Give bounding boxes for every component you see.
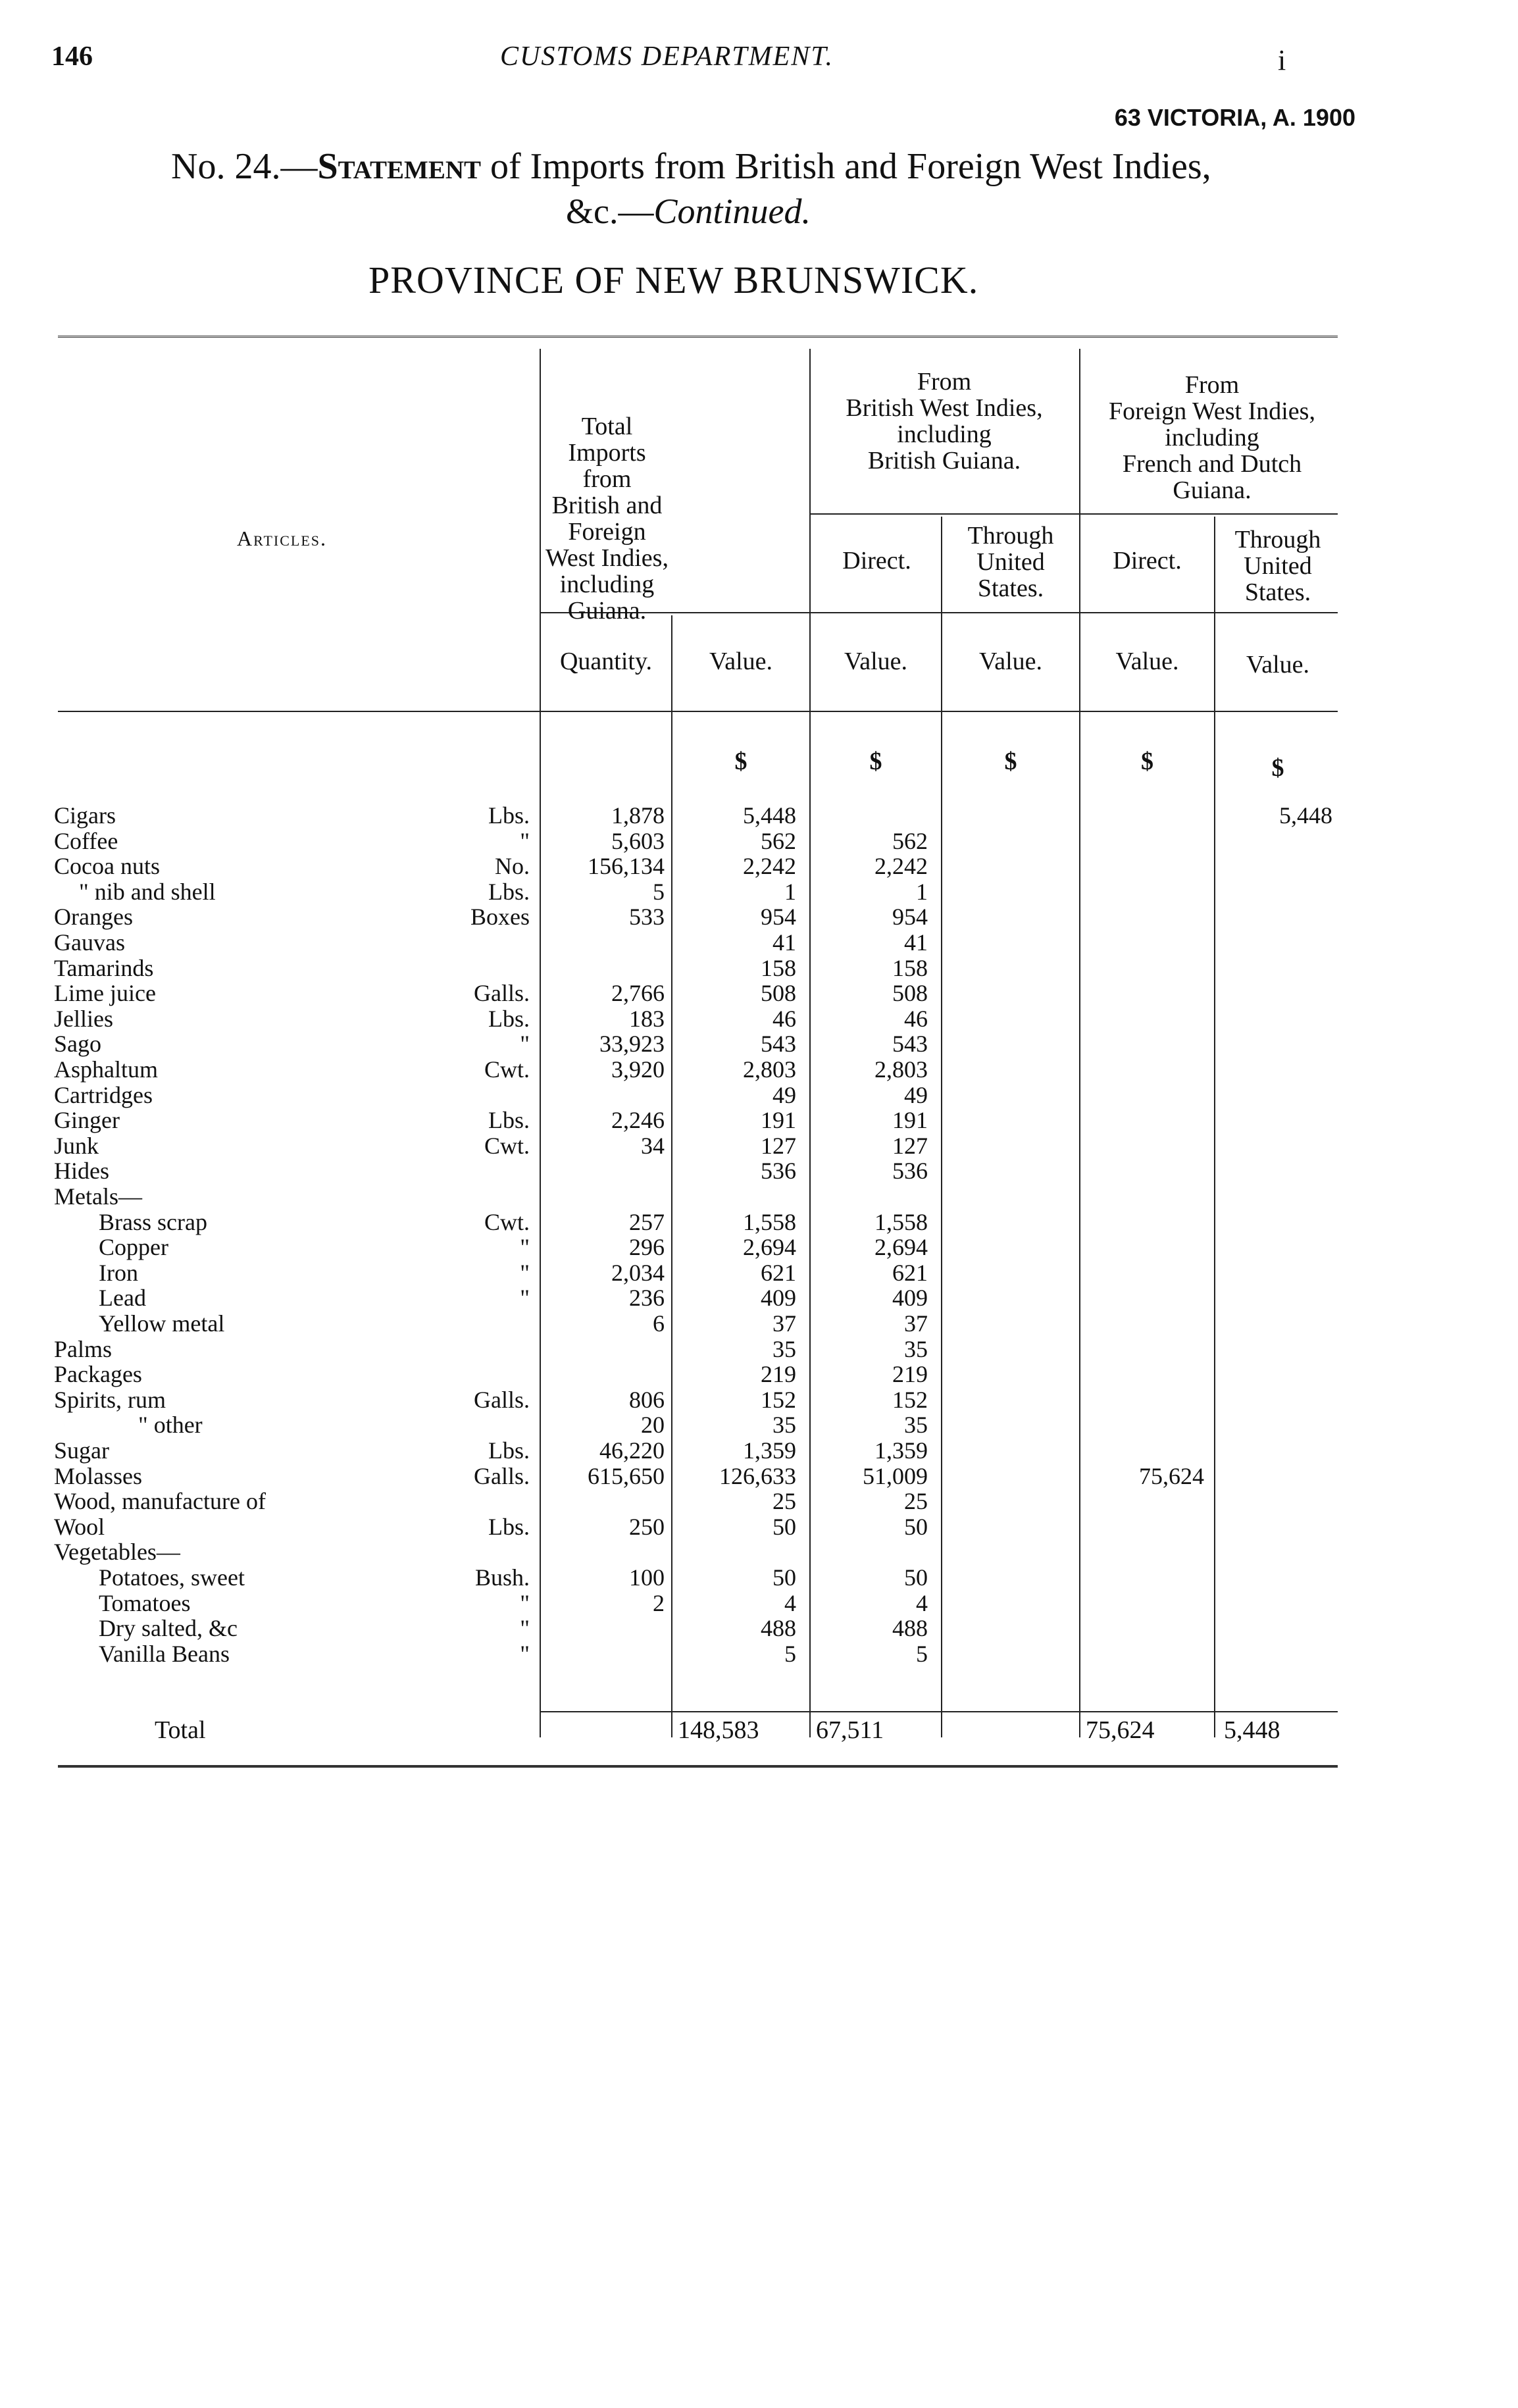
total-bwi-direct: 67,511 — [816, 1716, 884, 1744]
article-unit: Lbs. — [488, 1107, 530, 1133]
heading-line: States. — [1244, 578, 1311, 606]
currency-sign: $ — [1271, 754, 1284, 782]
article-name: Molasses — [54, 1463, 142, 1489]
bwi-direct-cell: 191 — [892, 1107, 928, 1133]
heading-line: British West Indies, — [846, 394, 1043, 422]
article-unit: Cwt. — [484, 1056, 530, 1083]
bwi-direct-cell: 1,558 — [874, 1209, 928, 1235]
table-row — [0, 1210, 1518, 1235]
quantity-cell: 183 — [629, 1006, 665, 1032]
article-unit: " — [520, 1285, 530, 1311]
table-row — [0, 1031, 1518, 1056]
quantity-cell: 156,134 — [588, 853, 665, 879]
foreign-west-indies-heading — [1080, 372, 1344, 503]
article-unit: No. — [495, 853, 530, 879]
bwi-direct-cell: 50 — [904, 1514, 928, 1540]
heading-line: including Guiana. — [559, 571, 655, 625]
article-unit: " — [520, 1615, 530, 1641]
value-cell: 2,694 — [743, 1234, 796, 1260]
article-unit: " — [520, 1234, 530, 1260]
province-heading: PROVINCE OF NEW BRUNSWICK. — [368, 259, 979, 301]
value-cell: 2,803 — [743, 1056, 796, 1083]
table-row — [0, 1362, 1518, 1387]
table-row — [0, 1260, 1518, 1285]
running-title: CUSTOMS DEPARTMENT. — [500, 41, 834, 72]
statement-title — [171, 146, 1369, 187]
total-rule — [540, 1711, 1338, 1712]
value-cell: 46 — [772, 1006, 796, 1032]
bwi-direct-cell: 4 — [916, 1590, 928, 1616]
currency-sign: $ — [1004, 748, 1017, 775]
statement-sub-prefix: &c.— — [566, 192, 654, 231]
quantity-cell: 100 — [629, 1564, 665, 1591]
fwi-direct-heading: Direct. — [1113, 547, 1182, 575]
value-cell: 508 — [761, 980, 796, 1006]
statement-continued: Continued. — [653, 192, 811, 231]
table-row — [0, 1489, 1518, 1514]
table-row — [0, 981, 1518, 1006]
value-heading: Value. — [978, 648, 1043, 675]
total-imports-heading — [543, 413, 671, 624]
bwi-direct-cell: 49 — [904, 1082, 928, 1108]
heading-line: Through — [967, 522, 1054, 550]
bwi-direct-cell: 158 — [892, 955, 928, 981]
bwi-direct-cell: 488 — [892, 1615, 928, 1641]
value-cell: 41 — [772, 929, 796, 956]
table-row — [0, 1158, 1518, 1183]
value-cell: 50 — [772, 1514, 796, 1540]
article-unit: Bush. — [474, 1564, 530, 1591]
article-name: Vegetables— — [54, 1539, 180, 1565]
table-row — [0, 1235, 1518, 1260]
quantity-cell: 2,034 — [611, 1260, 665, 1286]
article-unit: " — [520, 1260, 530, 1286]
article-name: Junk — [54, 1133, 99, 1159]
statement-number: No. 24.— — [171, 146, 318, 187]
value-cell: 50 — [772, 1564, 796, 1591]
value-heading: Value. — [1246, 651, 1310, 679]
british-west-indies-heading — [811, 369, 1078, 474]
value-cell: 35 — [772, 1412, 796, 1438]
article-unit: " — [520, 1590, 530, 1616]
table-row — [0, 1133, 1518, 1158]
bwi-direct-cell: 127 — [892, 1133, 928, 1159]
bwi-direct-cell: 2,694 — [874, 1234, 928, 1260]
value-cell: 543 — [761, 1031, 796, 1057]
quantity-cell: 806 — [629, 1387, 665, 1413]
article-name: Cocoa nuts — [54, 853, 160, 879]
value-cell: 409 — [761, 1285, 796, 1311]
quantity-cell: 33,923 — [599, 1031, 665, 1057]
heading-line: including — [1165, 424, 1259, 451]
bwi-direct-cell: 621 — [892, 1260, 928, 1286]
articles-heading: Articles. — [237, 526, 328, 550]
heading-line: From — [917, 368, 972, 396]
statement-title-rest: of Imports from British and Foreign West Indies, — [481, 146, 1211, 187]
bwi-direct-cell: 50 — [904, 1564, 928, 1591]
article-unit: Lbs. — [488, 1437, 530, 1464]
value-cell: 49 — [772, 1082, 796, 1108]
quantity-cell: 2,766 — [611, 980, 665, 1006]
quantity-cell: 3,920 — [611, 1056, 665, 1083]
table-row — [0, 1464, 1518, 1489]
value-cell: 191 — [761, 1107, 796, 1133]
article-name: Spirits, rum — [54, 1387, 166, 1413]
bwi-direct-cell: 409 — [892, 1285, 928, 1311]
statement-subtitle — [566, 191, 811, 232]
quantity-cell: 257 — [629, 1209, 665, 1235]
header-bottom-rule — [58, 711, 1338, 712]
value-cell: 152 — [761, 1387, 796, 1413]
header-rule — [1079, 513, 1338, 515]
bwi-direct-cell: 2,242 — [874, 853, 928, 879]
currency-sign: $ — [869, 748, 882, 775]
bwi-direct-cell: 1 — [916, 879, 928, 905]
table-row — [0, 1514, 1518, 1539]
quantity-cell: 236 — [629, 1285, 665, 1311]
article-name: Oranges — [54, 904, 133, 930]
bwi-direct-cell: 219 — [892, 1361, 928, 1387]
article-unit: Lbs. — [488, 1514, 530, 1540]
table-row — [0, 829, 1518, 854]
table-row — [0, 1591, 1518, 1616]
bwi-direct-heading: Direct. — [842, 547, 911, 575]
article-name: Tamarinds — [54, 955, 154, 981]
article-unit: Lbs. — [488, 1006, 530, 1032]
bwi-direct-cell: 152 — [892, 1387, 928, 1413]
bwi-direct-cell: 562 — [892, 828, 928, 854]
table-row — [0, 1337, 1518, 1362]
table-row — [0, 1539, 1518, 1564]
table-row — [0, 1057, 1518, 1082]
value-cell: 158 — [761, 955, 796, 981]
value-cell: 954 — [761, 904, 796, 930]
table-top-rule — [58, 336, 1338, 338]
quantity-cell: 5 — [653, 879, 665, 905]
article-name: Potatoes, sweet — [99, 1564, 245, 1591]
article-name: Coffee — [54, 828, 118, 854]
table-row — [0, 1616, 1518, 1641]
value-heading: Value. — [709, 648, 773, 675]
value-cell: 5 — [784, 1641, 796, 1667]
table-row — [0, 1412, 1518, 1437]
quantity-cell: 20 — [641, 1412, 665, 1438]
total-fwi-direct: 75,624 — [1086, 1716, 1155, 1744]
article-unit: Galls. — [474, 980, 530, 1006]
value-cell: 127 — [761, 1133, 796, 1159]
quantity-cell: 2,246 — [611, 1107, 665, 1133]
table-row — [0, 1387, 1518, 1412]
value-cell: 37 — [772, 1310, 796, 1337]
total-value: 148,583 — [678, 1716, 759, 1744]
article-unit: Galls. — [474, 1463, 530, 1489]
article-unit: Lbs. — [488, 802, 530, 829]
value-cell: 1,558 — [743, 1209, 796, 1235]
bwi-direct-cell: 2,803 — [874, 1056, 928, 1083]
bwi-direct-cell: 543 — [892, 1031, 928, 1057]
quantity-cell: 46,220 — [599, 1437, 665, 1464]
table-row — [0, 1184, 1518, 1209]
quantity-cell: 2 — [653, 1590, 665, 1616]
article-name: Sago — [54, 1031, 101, 1057]
heading-line: including — [897, 421, 992, 448]
article-name: Asphaltum — [54, 1056, 158, 1083]
article-unit: " — [520, 1641, 530, 1667]
currency-sign: $ — [1141, 748, 1153, 775]
article-name: Cartridges — [54, 1082, 153, 1108]
article-name: Vanilla Beans — [99, 1641, 230, 1667]
value-heading: Value. — [844, 648, 908, 675]
article-name: Gauvas — [54, 929, 125, 956]
bwi-direct-cell: 25 — [904, 1488, 928, 1514]
heading-line: French and Dutch — [1122, 450, 1302, 478]
quantity-cell: 250 — [629, 1514, 665, 1540]
quantity-cell: 6 — [653, 1310, 665, 1337]
heading-line: British Guiana. — [867, 447, 1021, 474]
value-cell: 5,448 — [743, 802, 796, 829]
bwi-direct-cell: 37 — [904, 1310, 928, 1337]
article-name: Tomatoes — [99, 1590, 191, 1616]
value-cell: 4 — [784, 1590, 796, 1616]
quantity-heading: Quantity. — [559, 648, 652, 675]
value-cell: 25 — [772, 1488, 796, 1514]
article-name: Metals— — [54, 1183, 142, 1210]
article-name: Dry salted, &c — [99, 1615, 238, 1641]
article-name: " other — [138, 1412, 203, 1438]
session-label: 63 VICTORIA, A. 1900 — [1114, 104, 1355, 131]
bwi-direct-cell: 46 — [904, 1006, 928, 1032]
article-name: " nib and shell — [79, 879, 216, 905]
heading-line: Through — [1234, 526, 1321, 553]
value-cell: 2,242 — [743, 853, 796, 879]
table-row — [0, 1565, 1518, 1590]
article-unit: Galls. — [474, 1387, 530, 1413]
table-row — [0, 904, 1518, 929]
article-unit: " — [520, 1031, 530, 1057]
article-name: Yellow metal — [99, 1310, 225, 1337]
heading-line: Total Imports — [568, 413, 646, 467]
table-row — [0, 956, 1518, 981]
currency-sign: $ — [734, 748, 747, 775]
article-name: Packages — [54, 1361, 142, 1387]
article-unit: Lbs. — [488, 879, 530, 905]
total-fwi-through-us: 5,448 — [1224, 1716, 1280, 1744]
article-unit: Cwt. — [484, 1209, 530, 1235]
heading-line: States. — [977, 575, 1044, 602]
article-name: Hides — [54, 1158, 109, 1184]
table-row — [0, 1108, 1518, 1133]
article-name: Cigars — [54, 802, 116, 829]
statement-word: Statement — [317, 146, 482, 187]
quantity-cell: 34 — [641, 1133, 665, 1159]
table-row — [0, 854, 1518, 879]
value-cell: 219 — [761, 1361, 796, 1387]
fwi-through-us-heading — [1215, 526, 1340, 605]
bwi-direct-cell: 5 — [916, 1641, 928, 1667]
table-row — [0, 930, 1518, 955]
article-name: Sugar — [54, 1437, 109, 1464]
heading-line: from — [582, 465, 632, 493]
table-row — [0, 1285, 1518, 1310]
quantity-cell: 533 — [629, 904, 665, 930]
value-cell: 1,359 — [743, 1437, 796, 1464]
article-name: Copper — [99, 1234, 168, 1260]
value-cell: 621 — [761, 1260, 796, 1286]
corner-mark: i — [1278, 44, 1286, 76]
quantity-cell: 615,650 — [588, 1463, 665, 1489]
article-unit: Cwt. — [484, 1133, 530, 1159]
article-unit: Boxes — [470, 904, 530, 930]
bwi-direct-cell: 954 — [892, 904, 928, 930]
bwi-direct-cell: 536 — [892, 1158, 928, 1184]
article-name: Jellies — [54, 1006, 113, 1032]
table-row — [0, 803, 1518, 828]
bwi-direct-cell: 508 — [892, 980, 928, 1006]
bwi-direct-cell: 35 — [904, 1412, 928, 1438]
article-name: Ginger — [54, 1107, 120, 1133]
article-name: Palms — [54, 1336, 113, 1362]
value-cell: 126,633 — [719, 1463, 796, 1489]
table-bottom-rule — [58, 1765, 1338, 1768]
table-row — [0, 1311, 1518, 1336]
quantity-cell: 5,603 — [611, 828, 665, 854]
quantity-cell: 1,878 — [611, 802, 665, 829]
bwi-direct-cell: 51,009 — [863, 1463, 928, 1489]
fwi-direct-cell: 75,624 — [1139, 1463, 1204, 1489]
article-unit: " — [520, 828, 530, 854]
table-row — [0, 879, 1518, 904]
heading-line: West Indies, — [545, 544, 669, 572]
fwi-through-us-cell: 5,448 — [1279, 802, 1332, 829]
article-name: Wool — [54, 1514, 105, 1540]
heading-line: United — [976, 548, 1045, 576]
heading-line: United — [1244, 552, 1312, 580]
heading-line: Foreign West Indies, — [1109, 397, 1315, 425]
value-cell: 536 — [761, 1158, 796, 1184]
value-heading: Value. — [1115, 648, 1179, 675]
header-rule — [809, 513, 1079, 515]
bwi-through-us-heading — [942, 523, 1079, 602]
article-name: Iron — [99, 1260, 138, 1286]
article-name: Lime juice — [54, 980, 156, 1006]
total-label: Total — [155, 1716, 206, 1744]
table-row — [0, 1006, 1518, 1031]
table-row — [0, 1438, 1518, 1463]
article-name: Lead — [99, 1285, 146, 1311]
table-row — [0, 1083, 1518, 1108]
bwi-direct-cell: 1,359 — [874, 1437, 928, 1464]
heading-line: British and Foreign — [551, 492, 663, 546]
page-number: 146 — [51, 41, 93, 72]
article-name: Brass scrap — [99, 1209, 207, 1235]
heading-line: Guiana. — [1173, 476, 1252, 504]
bwi-direct-cell: 35 — [904, 1336, 928, 1362]
value-cell: 35 — [772, 1336, 796, 1362]
value-cell: 1 — [784, 879, 796, 905]
table-row — [0, 1641, 1518, 1666]
heading-line: From — [1184, 371, 1240, 399]
value-cell: 488 — [761, 1615, 796, 1641]
bwi-direct-cell: 41 — [904, 929, 928, 956]
article-name: Wood, manufacture of — [54, 1488, 266, 1514]
value-cell: 562 — [761, 828, 796, 854]
quantity-cell: 296 — [629, 1234, 665, 1260]
